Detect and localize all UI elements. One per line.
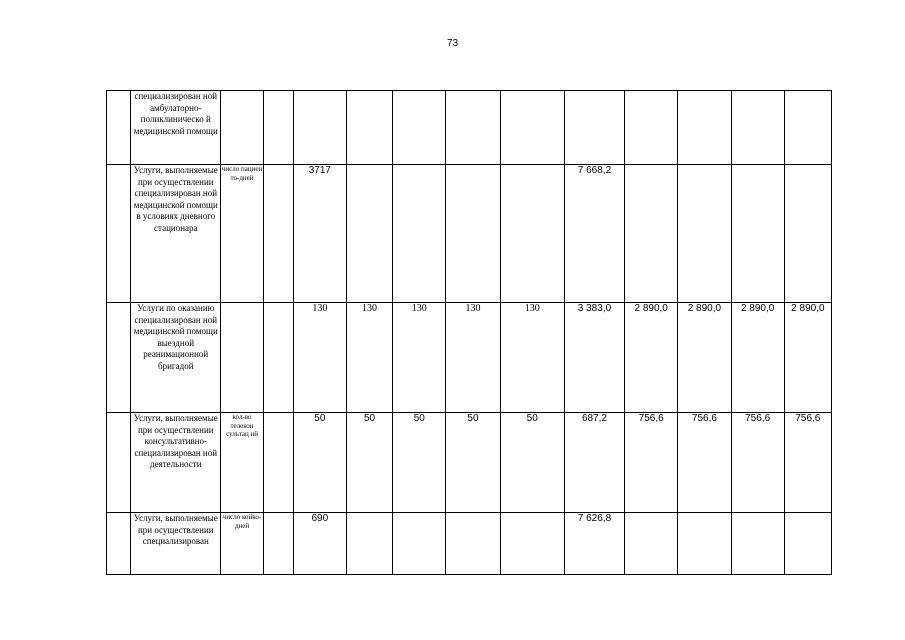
value-cell [731,513,784,575]
spacer-cell [263,91,293,165]
table-row [107,413,832,513]
spacer-cell [263,413,293,513]
value-cell [784,91,831,165]
value-cell [393,513,446,575]
value-cell [293,91,346,165]
value-cell [346,91,392,165]
spacer-cell [263,165,293,303]
value-cell [393,165,446,303]
value-cell: 50 [293,413,346,513]
value-cell: 690 [293,513,346,575]
value-cell: 50 [500,413,564,513]
unit-cell: число пациен то-дней [221,165,263,303]
value-cell [564,91,624,165]
value-cell [625,91,678,165]
value-cell [625,165,678,303]
value-cell [500,513,564,575]
service-name-cell: Услуги, выполняемые при осуществлении специализирован ной медицинской помощи в условиях дневного стационара [131,165,221,303]
table-row [107,91,832,165]
table-row [107,513,832,575]
unit-cell [221,303,263,413]
value-cell: 2 890,0 [784,303,831,413]
service-name-cell: Услуги, выполняемые при осуществлении консультативно-специализирован ной деятельности [131,413,221,513]
value-cell: 50 [446,413,500,513]
value-cell [446,165,500,303]
index-cell [107,413,131,513]
value-cell: 50 [346,413,392,513]
table-row [107,165,832,303]
value-cell: 130 [346,303,392,413]
table-row [107,303,832,413]
value-cell [500,91,564,165]
value-cell [678,165,731,303]
value-cell: 687,2 [564,413,624,513]
value-cell [678,513,731,575]
value-cell [784,165,831,303]
value-cell: 2 890,0 [731,303,784,413]
value-cell [678,91,731,165]
value-cell: 130 [500,303,564,413]
value-cell [731,165,784,303]
value-cell: 130 [293,303,346,413]
value-cell: 756,6 [731,413,784,513]
value-cell [625,513,678,575]
spacer-cell [263,303,293,413]
index-cell [107,165,131,303]
value-cell: 2 890,0 [625,303,678,413]
value-cell: 3 383,0 [564,303,624,413]
value-cell [446,513,500,575]
value-cell: 756,6 [625,413,678,513]
value-cell: 3717 [293,165,346,303]
value-cell [346,513,392,575]
page-number: 73 [446,38,459,49]
index-cell [107,303,131,413]
value-cell [346,165,392,303]
value-cell: 756,6 [784,413,831,513]
value-cell: 130 [446,303,500,413]
index-cell [107,91,131,165]
unit-cell: кол-во телекон сультац ий [221,413,263,513]
value-cell: 7 668,2 [564,165,624,303]
service-name-cell: специализирован ной амбулаторно-поликлиническо й медицинской помощи [131,91,221,165]
unit-cell: число койко-дней [221,513,263,575]
data-table [106,90,832,575]
value-cell: 130 [393,303,446,413]
index-cell [107,513,131,575]
value-cell: 2 890,0 [678,303,731,413]
unit-cell [221,91,263,165]
service-name-cell: Услуги, выполняемые при осуществлении специализирован [131,513,221,575]
value-cell: 756,6 [678,413,731,513]
spacer-cell [263,513,293,575]
value-cell: 7 626,8 [564,513,624,575]
value-cell [784,513,831,575]
value-cell [500,165,564,303]
service-name-cell: Услуги по оказанию специализирован ной медицинской помощи выездной реанимационной бригадой [131,303,221,413]
value-cell [446,91,500,165]
value-cell [731,91,784,165]
value-cell: 50 [393,413,446,513]
value-cell [393,91,446,165]
